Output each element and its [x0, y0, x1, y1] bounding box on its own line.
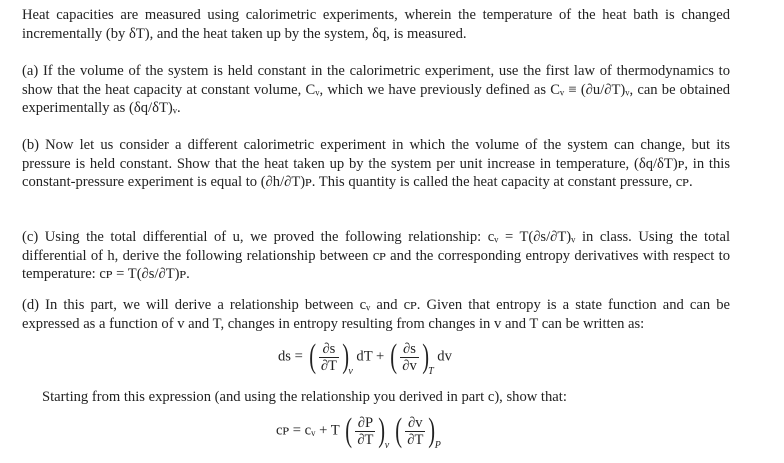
- eq1-term2-subscript: T: [428, 366, 434, 378]
- eq1-term2-differential: dv: [437, 348, 452, 365]
- eq2-factor1-numerator: ∂P: [355, 415, 375, 432]
- eq1-term1-subscript: v: [348, 366, 353, 378]
- eq2-factor2-subscript: P: [434, 440, 441, 452]
- intro-paragraph: Heat capacities are measured using calorimetric experiments, wherein the temperature of the heat bath is changed incrementally (by δT), and the heat taken up by the system, δq, is measured.: [22, 7, 730, 42]
- heat-capacity-relation-equation: cᴘ = cᵥ + T ( $\frac{\partial P}{\partial T}$ )v ( $\frac{\partial v}{\partial T}$ )P: [276, 412, 441, 452]
- eq2-factor1-denominator: ∂T: [357, 431, 374, 448]
- eq2-lhs: cᴘ = cᵥ + T: [276, 422, 340, 439]
- eq2-factor2-numerator: ∂v: [405, 415, 425, 432]
- eq1-term1-numerator: ∂s: [319, 341, 339, 358]
- eq1-term2-numerator: ∂s: [400, 341, 419, 358]
- part-b-paragraph: (b) Now let us consider a different calorimetric experiment in which the volume of the system can change, but its pressure is held constant. Show that the heat taken up by the system per unit increase in temperature, (δq/δT)ᴘ, in this constant-pressure experiment is equal to (∂h/∂T)ᴘ. This quantity is called the heat capacity at constant pressure, cᴘ.: [22, 137, 730, 190]
- eq1-term1-denominator: ∂T: [320, 357, 337, 374]
- starting-sentence: Starting from this expression (and using the relationship you derived in part c), show that:: [42, 389, 567, 405]
- eq1-lhs: ds =: [278, 348, 303, 365]
- eq2-factor1-subscript: v: [384, 440, 390, 452]
- eq2-factor2-denominator: ∂T: [407, 431, 424, 448]
- part-a-paragraph: (a) If the volume of the system is held constant in the calorimetric experiment, use the first law of thermodynamics to show that the heat capacity at constant volume, Cᵥ, which we have previously defined as Cᵥ ≡ (∂u/∂T)ᵥ, can be obtained experimentally as (δq/δT)ᵥ.: [22, 63, 730, 116]
- entropy-differential-equation: ds = ( $\frac{\partial s}{\partial T}$ )v dT + ( $\frac{\partial s}{\partial v}$ )T dv: [278, 338, 452, 378]
- part-d-paragraph: (d) In this part, we will derive a relationship between cᵥ and cᴘ. Given that entropy is a state function and can be expressed as a function of v and T, changes in entropy resulting from changes in v and T can be written as:: [22, 297, 730, 332]
- eq1-term2-denominator: ∂v: [402, 357, 417, 374]
- part-c-paragraph: (c) Using the total differential of u, we proved the following relationship: cᵥ = T(∂s/∂T)ᵥ in class. Using the total differential of h, derive the following relationship between cᴘ and the corresponding entropy derivatives with respect to temperature: cᴘ = T(∂s/∂T)ᴘ.: [22, 229, 730, 282]
- eq1-term1-differential: dT +: [356, 348, 385, 365]
